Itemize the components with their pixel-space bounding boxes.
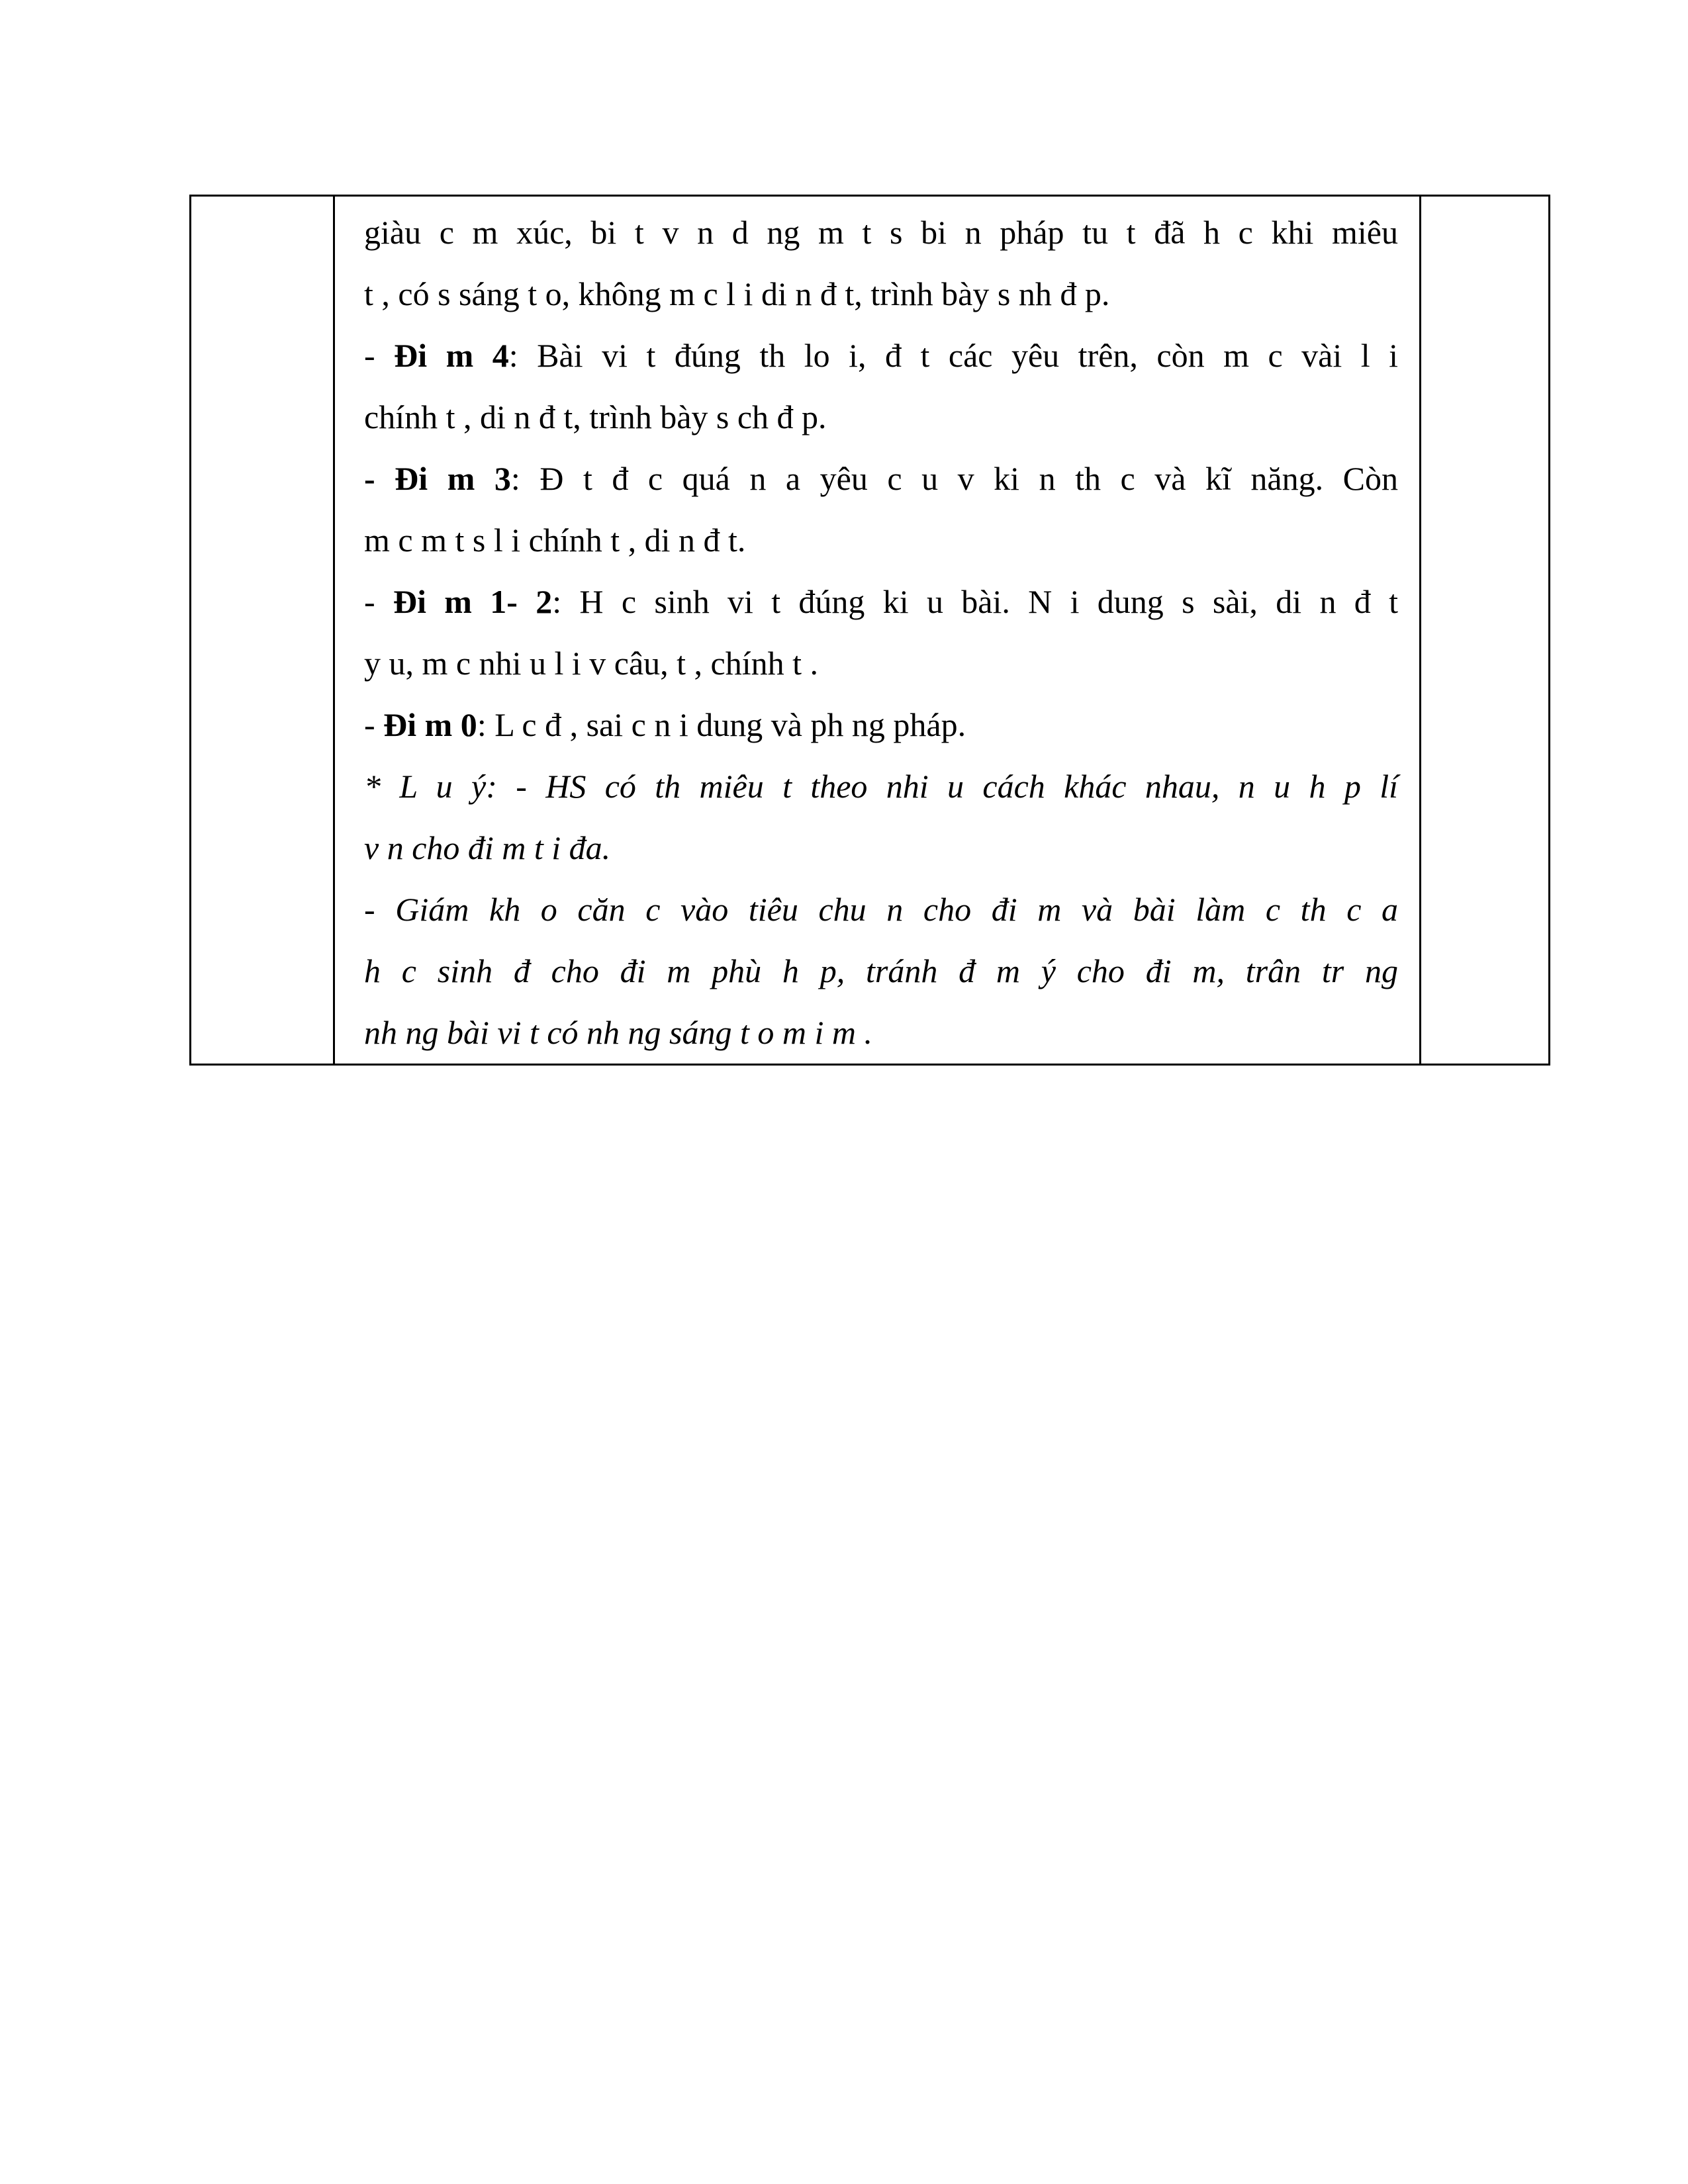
text-line [364,263,1398,325]
italic-text: h c sinh đ cho đi m phù h p, tránh đ m ý cho đi m, trân tr ng [364,952,1398,989]
italic-text: - Giám kh o căn c vào tiêu chu n cho đi m và bài làm c th c a [364,891,1398,928]
text-line [364,817,1398,879]
text-line [364,879,1398,940]
grading-table [189,195,1550,1066]
bold-text: Đi m 4 [394,337,509,374]
text-run: : H c sinh vi t đúng ki u bài. N i dung s sài, di n đ t [552,583,1398,620]
text-run: : Bài vi t đúng th lo i, đ t các yêu trên, còn m c vài l i [508,337,1398,374]
italic-text: * L u ý: - HS có th miêu t theo nhi u cách khác nhau, n u h p lí [364,768,1398,805]
text-line [364,510,1398,571]
criteria-cell [334,196,1421,1065]
text-line [364,633,1398,694]
table-row [191,196,1550,1065]
text-line [364,694,1398,756]
text-line [364,325,1398,387]
text-run: t , có s sáng t o, không m c l i di n đ t, trình bày s nh đ p. [364,275,1110,312]
text-run: - [364,706,384,743]
text-line [364,202,1398,263]
text-line [364,571,1398,633]
text-run: : L c đ , sai c n i dung và ph ng pháp. [477,706,966,743]
italic-text: v n cho đi m t i đa. [364,829,611,866]
empty-left-cell [191,196,334,1065]
bold-text: - Đi m 3 [364,460,511,497]
empty-right-cell [1421,196,1550,1065]
italic-text: nh ng bài vi t có nh ng sáng t o m i m . [364,1014,873,1051]
text-run: - [364,583,393,620]
text-line [364,940,1398,1002]
text-run: giàu c m xúc, bi t v n d ng m t s bi n pháp tu t đã h c khi miêu [364,214,1398,251]
text-line [364,1002,1398,1064]
text-line [364,387,1398,448]
text-line [364,448,1398,510]
text-run: chính t , di n đ t, trình bày s ch đ p. [364,398,827,435]
text-line [364,756,1398,817]
text-run: : Đ t đ c quá n a yêu c u v ki n th c và kĩ năng. Còn [510,460,1398,497]
text-run: - [364,337,395,374]
criteria-text [364,197,1398,1064]
bold-text: Đi m 0 [383,706,477,743]
text-run: y u, m c nhi u l i v câu, t , chính t . [364,645,819,682]
bold-text: Đi m 1- 2 [393,583,553,620]
text-run: m c m t s l i chính t , di n đ t. [364,522,746,559]
